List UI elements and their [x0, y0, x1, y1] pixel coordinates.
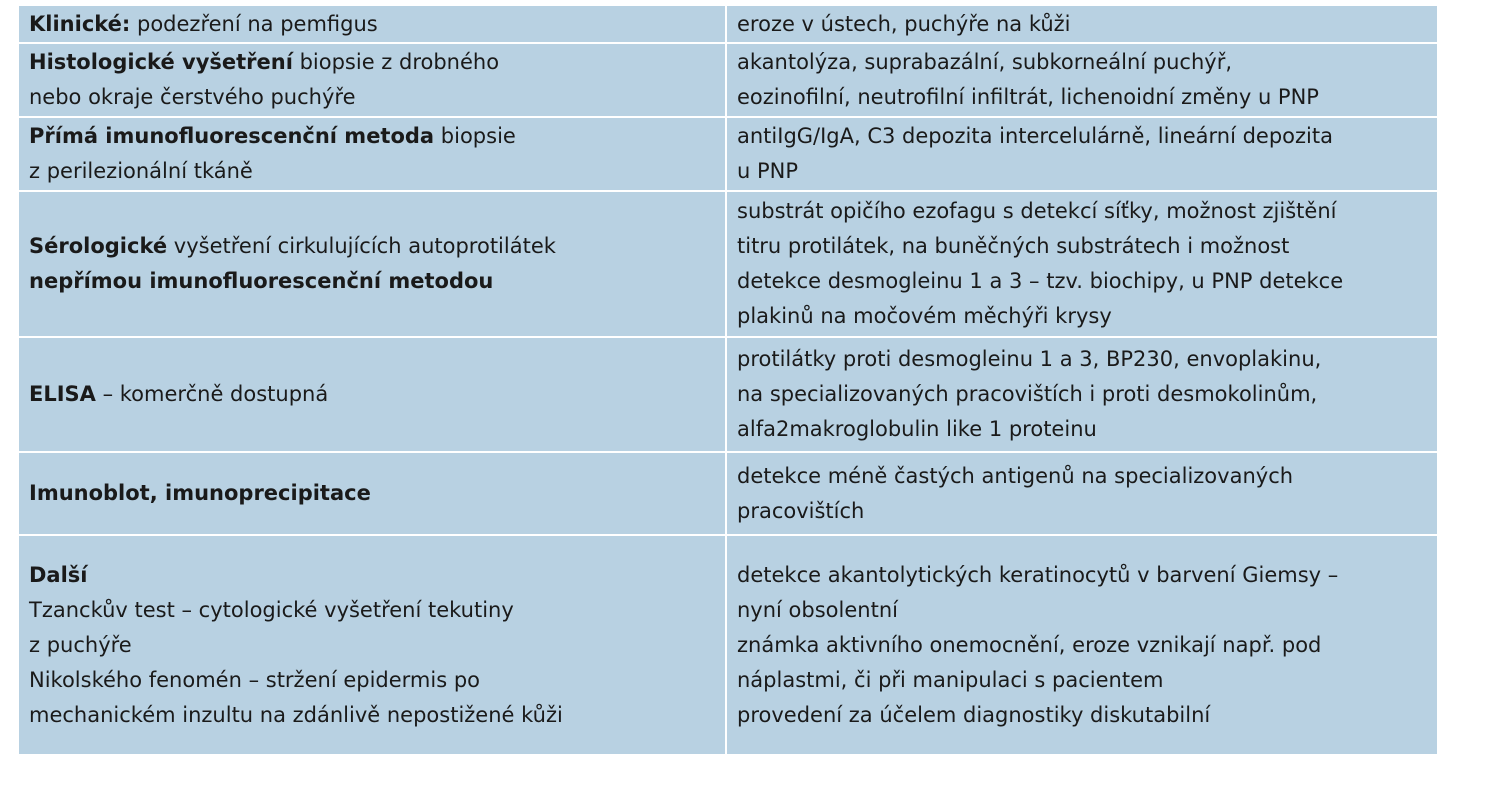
method-line — [29, 476, 715, 511]
finding-line: detekce méně častých antigenů na specializovaných — [737, 463, 1294, 488]
method-line — [29, 45, 715, 80]
finding-cell — [727, 192, 1437, 338]
table-row — [19, 6, 1437, 44]
finding-line: na specializovaných pracovištích i proti desmokolinům, — [737, 382, 1318, 406]
finding-cell — [727, 453, 1437, 536]
method-text: podezření na pemfigus — [130, 11, 378, 36]
method-text: – komerčně dostupná — [95, 382, 329, 406]
finding-cell — [727, 338, 1437, 453]
finding-line: antiIgG/IgA, C3 depozita intercelulárně, lineární depozita — [737, 124, 1333, 148]
method-text: Nikolského fenomén – stržení epidermis po — [29, 667, 481, 692]
method-line — [29, 119, 715, 154]
method-line — [29, 377, 715, 412]
method-line — [29, 593, 715, 628]
finding-cell — [727, 6, 1437, 44]
method-cell — [19, 338, 727, 453]
method-cell — [19, 6, 727, 44]
finding-line: pracovištích — [737, 498, 865, 523]
table-row — [19, 44, 1437, 118]
finding-line: protilátky proti desmogleinu 1 a 3, BP230, envoplakinu, — [737, 347, 1322, 371]
finding-cell — [727, 536, 1437, 756]
finding-cell — [727, 44, 1437, 118]
finding-line: u PNP — [737, 159, 799, 183]
method-line — [29, 558, 715, 593]
pemphigus-diagnostics-table — [19, 6, 1437, 756]
finding-cell — [727, 118, 1437, 192]
method-line — [29, 229, 715, 264]
diagnostics-table-container — [19, 6, 1437, 756]
method-text: biopsie z drobného — [292, 50, 500, 74]
method-bold-text: Přímá imunofluorescenční metoda — [29, 124, 435, 148]
method-text: Tzanckův test – cytologické vyšetření tekutiny — [29, 597, 514, 622]
finding-line: akantolýza, suprabazální, subkorneální puchýř, — [737, 50, 1233, 74]
method-text: z perilezionální tkáně — [29, 159, 253, 183]
finding-line: detekce akantolytických keratinocytů v barvení Giemsy – — [737, 562, 1339, 587]
finding-line: plakinů na močovém měchýři krysy — [737, 304, 1112, 328]
method-text: mechanickém inzultu na zdánlivě nepostižené kůži — [29, 702, 563, 727]
finding-line: známka aktivního onemocnění, eroze vznikají např. pod — [737, 632, 1322, 657]
method-line — [29, 154, 715, 189]
method-cell — [19, 118, 727, 192]
method-line — [29, 663, 715, 698]
finding-line: alfa2makroglobulin like 1 proteinu — [737, 417, 1097, 441]
finding-line: nyní obsolentní — [737, 597, 898, 622]
table-row — [19, 118, 1437, 192]
method-bold-text: Klinické: — [29, 11, 131, 36]
method-bold-text: Histologické vyšetření — [29, 50, 293, 74]
method-text: z puchýře — [29, 632, 132, 657]
finding-line: eozinofilní, neutrofilní infiltrát, lichenoidní změny u PNP — [737, 85, 1319, 109]
table-row — [19, 536, 1437, 756]
method-line — [29, 628, 715, 663]
method-cell — [19, 192, 727, 338]
method-text: vyšetření cirkulujících autoprotilátek — [167, 234, 556, 258]
method-text: nebo okraje čerstvého puchýře — [29, 85, 356, 109]
finding-line: detekce desmogleinu 1 a 3 – tzv. biochipy, u PNP detekce — [737, 269, 1344, 293]
table-row — [19, 453, 1437, 536]
method-line — [29, 80, 715, 115]
finding-line: náplastmi, či při manipulaci s pacientem — [737, 667, 1164, 692]
method-bold-text: ELISA — [29, 382, 96, 406]
method-line — [29, 698, 715, 733]
method-cell — [19, 453, 727, 536]
method-bold-text: Imunoblot, imunoprecipitace — [29, 481, 371, 505]
method-line — [29, 264, 715, 299]
finding-line: substrát opičího ezofagu s detekcí síťky, možnost zjištění — [737, 199, 1337, 223]
method-bold-text: Sérologické — [29, 234, 168, 258]
method-text: biopsie — [434, 124, 516, 148]
method-cell — [19, 536, 727, 756]
method-line — [29, 7, 715, 42]
method-cell — [19, 44, 727, 118]
method-bold-text: nepřímou imunofluorescenční metodou — [29, 269, 494, 293]
finding-line: provedení za účelem diagnostiky diskutabilní — [737, 702, 1211, 727]
finding-line: eroze v ústech, puchýře na kůži — [737, 11, 1071, 36]
finding-line: titru protilátek, na buněčných substrátech i možnost — [737, 234, 1290, 258]
table-row — [19, 338, 1437, 453]
method-bold-text: Další — [29, 562, 88, 587]
table-row — [19, 192, 1437, 338]
